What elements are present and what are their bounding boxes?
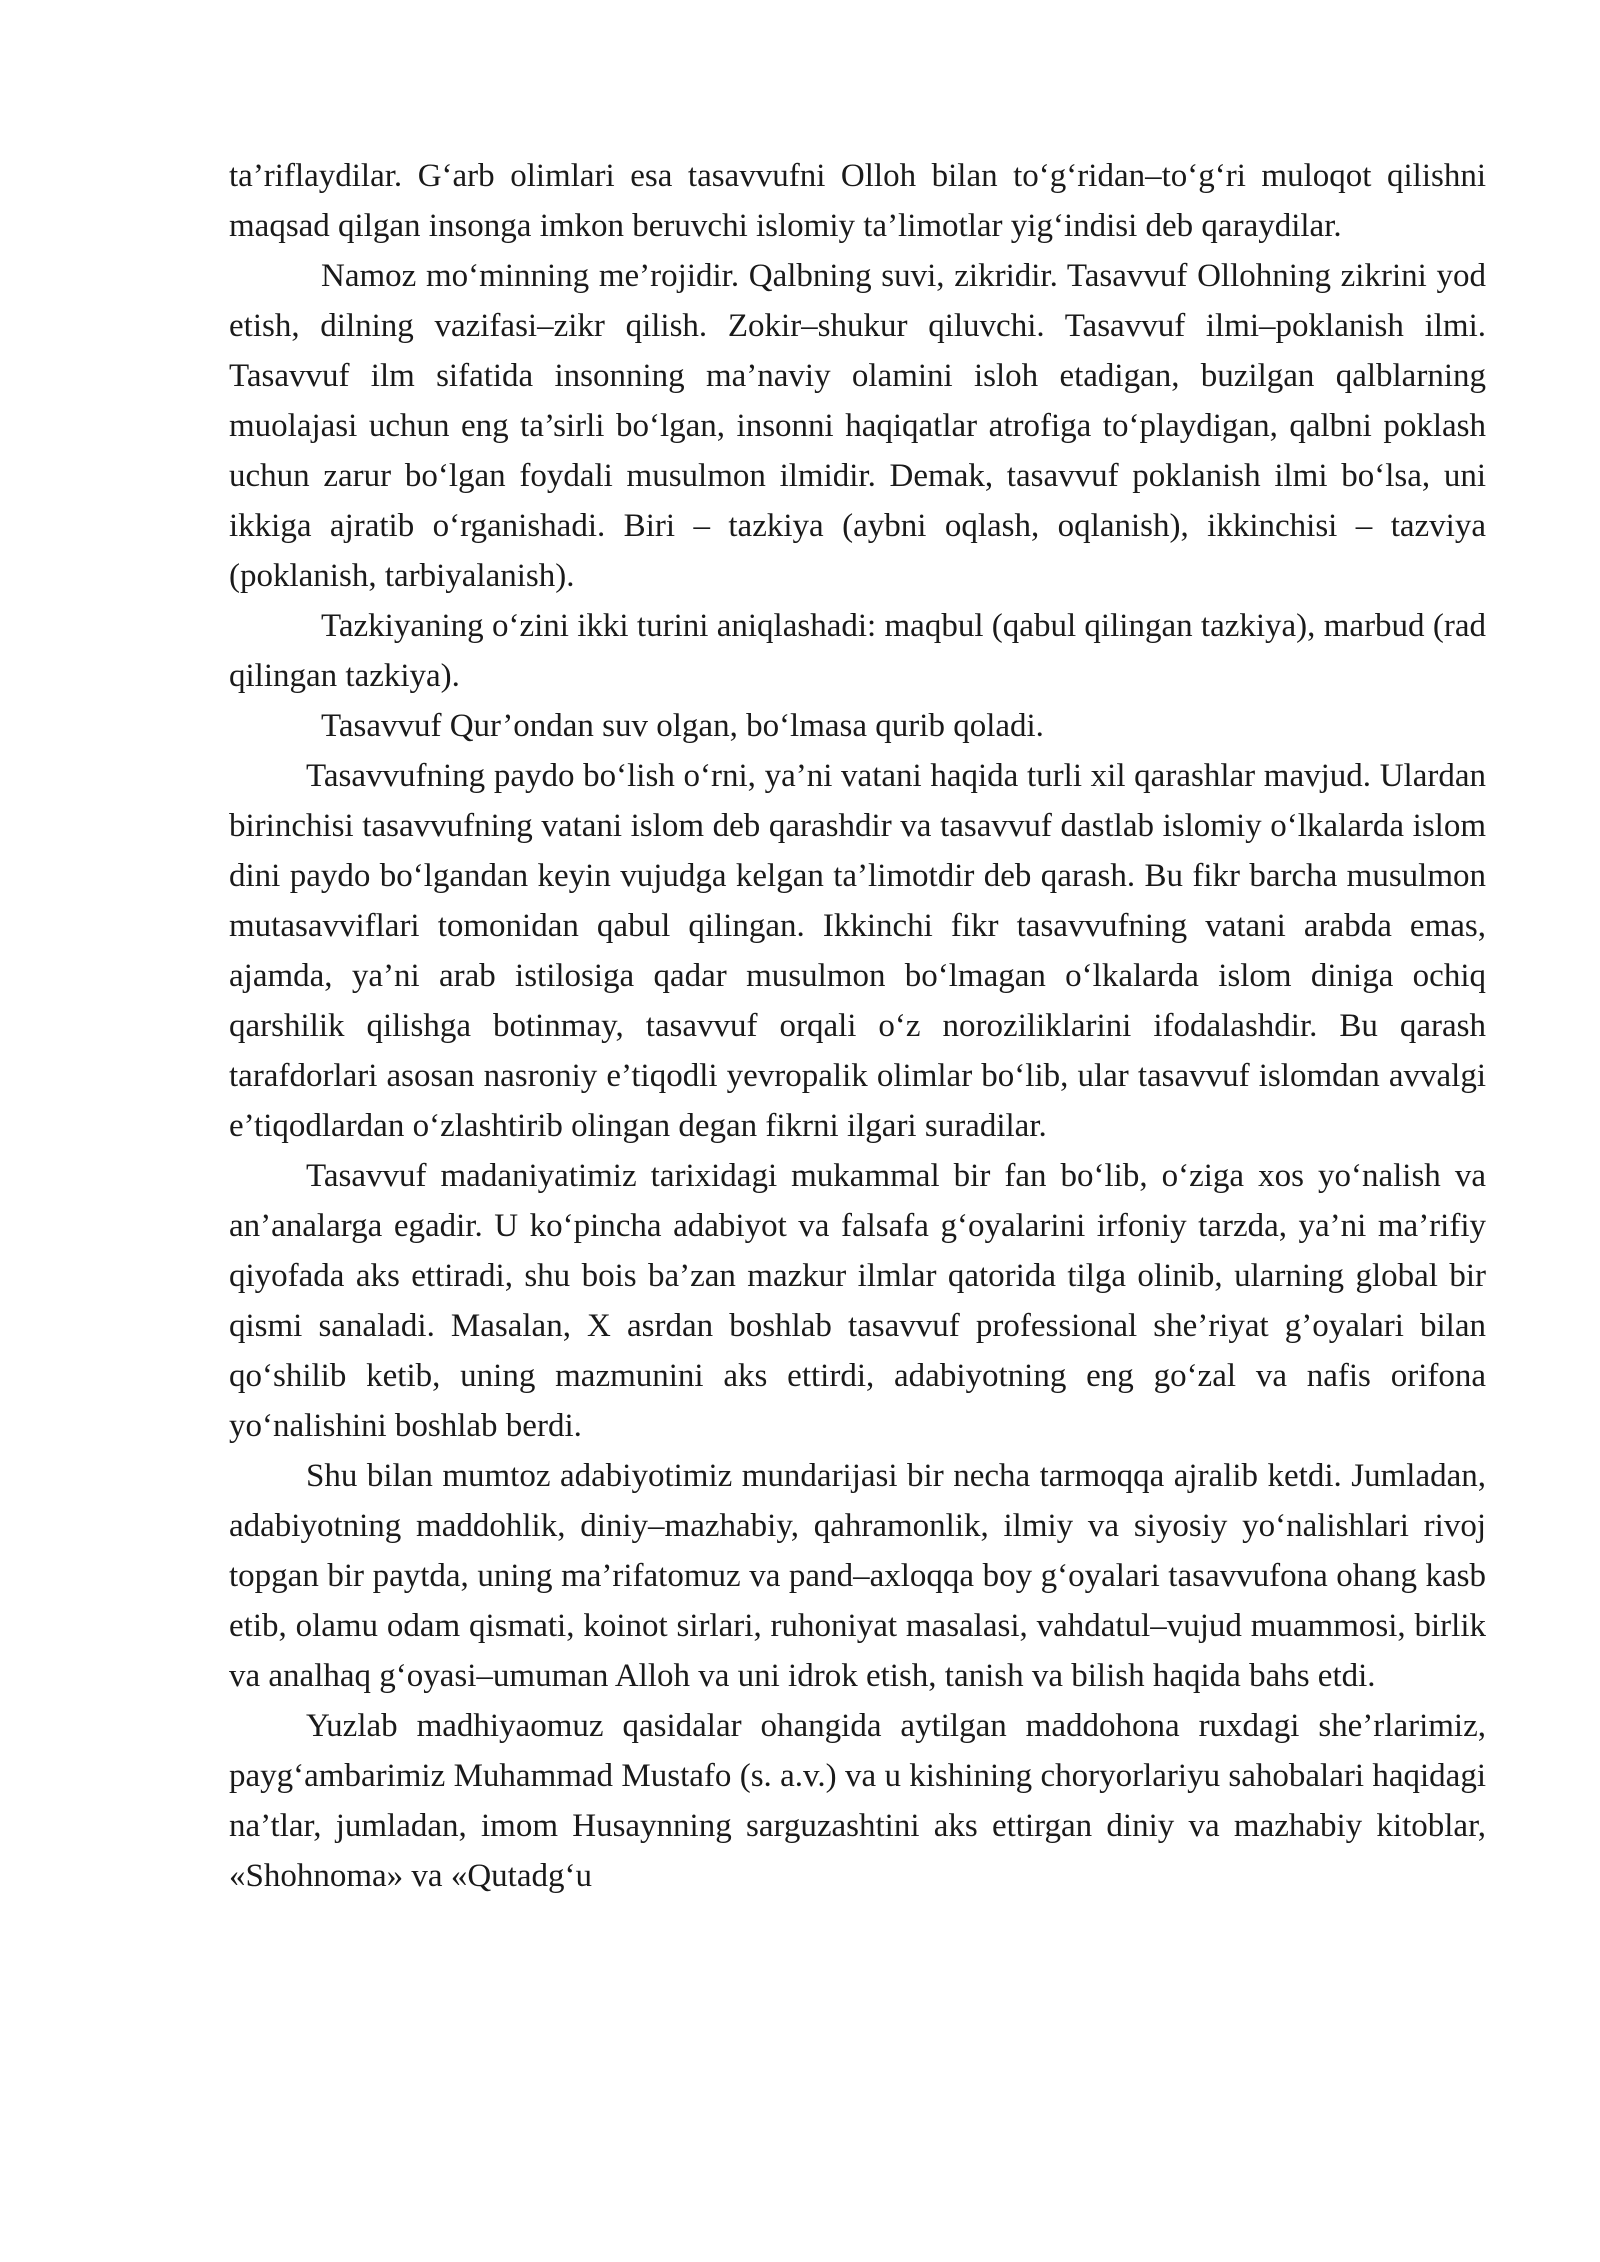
- paragraph-6: Tasavvuf madaniyatimiz tarixidagi mukammal bir fan bo‘lib, o‘ziga xos yo‘nalish va an’analarga egadir. U ko‘pincha adabiyot va falsafa g‘oyalarini irfoniy tarzda, ya’ni ma’rifiy qiyofada aks ettiradi, shu bois ba’zan mazkur ilmlar qatorida tilga olinib, ularning global bir qismi sanaladi. Masalan, X asrdan boshlab tasavvuf professional she’riyat g’oyalari bilan qo‘shilib ketib, uning mazmunini aks ettirdi, adabiyotning eng go‘zal va nafis orifona yo‘nalishini boshlab berdi.: [229, 1158, 1486, 1444]
- paragraph-5: Tasavvufning paydo bo‘lish o‘rni, ya’ni vatani haqida turli xil qarashlar mavjud. Ulardan birinchisi tasavvufning vatani islom deb qarashdir va tasavvuf dastlab islomiy o‘lkalarda islom dini paydo bo‘lgandan keyin vujudga kelgan ta’limotdir deb qarash. Bu fikr barcha musulmon mutasavviflari tomonidan qabul qilingan. Ikkinchi fikr tasavvufning vatani arabda emas, ajamda, ya’ni arab istilosiga qadar musulmon bo‘lmagan o‘lkalarda islom diniga ochiq qarshilik qilishga botinmay, tasavvuf orqali o‘z noroziliklarini ifodalashdir. Bu qarash tarafdorlari asosan nasroniy e’tiqodli yevropalik olimlar bo‘lib, ular tasavvuf islomdan avvalgi e’tiqodlardan o‘zlashtirib olingan degan fikrni ilgari suradilar.: [229, 758, 1486, 1144]
- paragraph-1: ta’riflaydilar. G‘arb olimlari esa tasavvufni Olloh bilan to‘g‘ridan–to‘g‘ri muloqot qilishni maqsad qilgan insonga imkon beruvchi islomiy ta’limotlar yig‘indisi deb qaraydilar.: [229, 158, 1486, 244]
- paragraph-7: Shu bilan mumtoz adabiyotimiz mundarijasi bir necha tarmoqqa ajralib ketdi. Jumladan, adabiyotning maddohlik, diniy–mazhabiy, qahramonlik, ilmiy va siyosiy yo‘nalishlari rivoj topgan bir paytda, uning ma’rifatomuz va pand–axloqqa boy g‘oyalari tasavvufona ohang kasb etib, olamu odam qismati, koinot sirlari, ruhoniyat masalasi, vahdatul–vujud muammosi, birlik va analhaq g‘oyasi–umuman Alloh va uni idrok etish, tanish va bilish haqida bahs etdi.: [229, 1458, 1486, 1694]
- paragraph-3: Tazkiyaning o‘zini ikki turini aniqlashadi: maqbul (qabul qilingan tazkiya), marbud (rad qilingan tazkiya).: [229, 608, 1486, 694]
- paragraph-2: Namoz mo‘minning me’rojidir. Qalbning suvi, zikridir. Tasavvuf Ollohning zikrini yod etish, dilning vazifasi–zikr qilish. Zokir–shukur qiluvchi. Tasavvuf ilmi–poklanish ilmi. Tasavvuf ilm sifatida insonning ma’naviy olamini isloh etadigan, buzilgan qalblarning muolajasi uchun eng ta’sirli bo‘lgan, insonni haqiqatlar atrofiga to‘playdigan, qalbni poklash uchun zarur bo‘lgan foydali musulmon ilmidir. Demak, tasavvuf poklanish ilmi bo‘lsa, uni ikkiga ajratib o‘rganishadi. Biri – tazkiya (aybni oqlash, oqlanish), ikkinchisi – tazviya (poklanish, tarbiyalanish).: [229, 258, 1486, 594]
- paragraph-8: Yuzlab madhiyaomuz qasidalar ohangida aytilgan maddohona ruxdagi she’rlarimiz, payg‘ambarimiz Muhammad Mustafo (s. a.v.) va u kishining choryorlariyu sahobalari haqidagi na’tlar, jumladan, imom Husaynning sarguzashtini aks ettirgan diniy va mazhabiy kitoblar, «Shohnoma» va «Qutadg‘u: [229, 1708, 1486, 1894]
- document-page: [229, 151, 1486, 1901]
- paragraph-4: Tasavvuf Qur’ondan suv olgan, bo‘lmasa qurib qoladi.: [321, 708, 1044, 744]
